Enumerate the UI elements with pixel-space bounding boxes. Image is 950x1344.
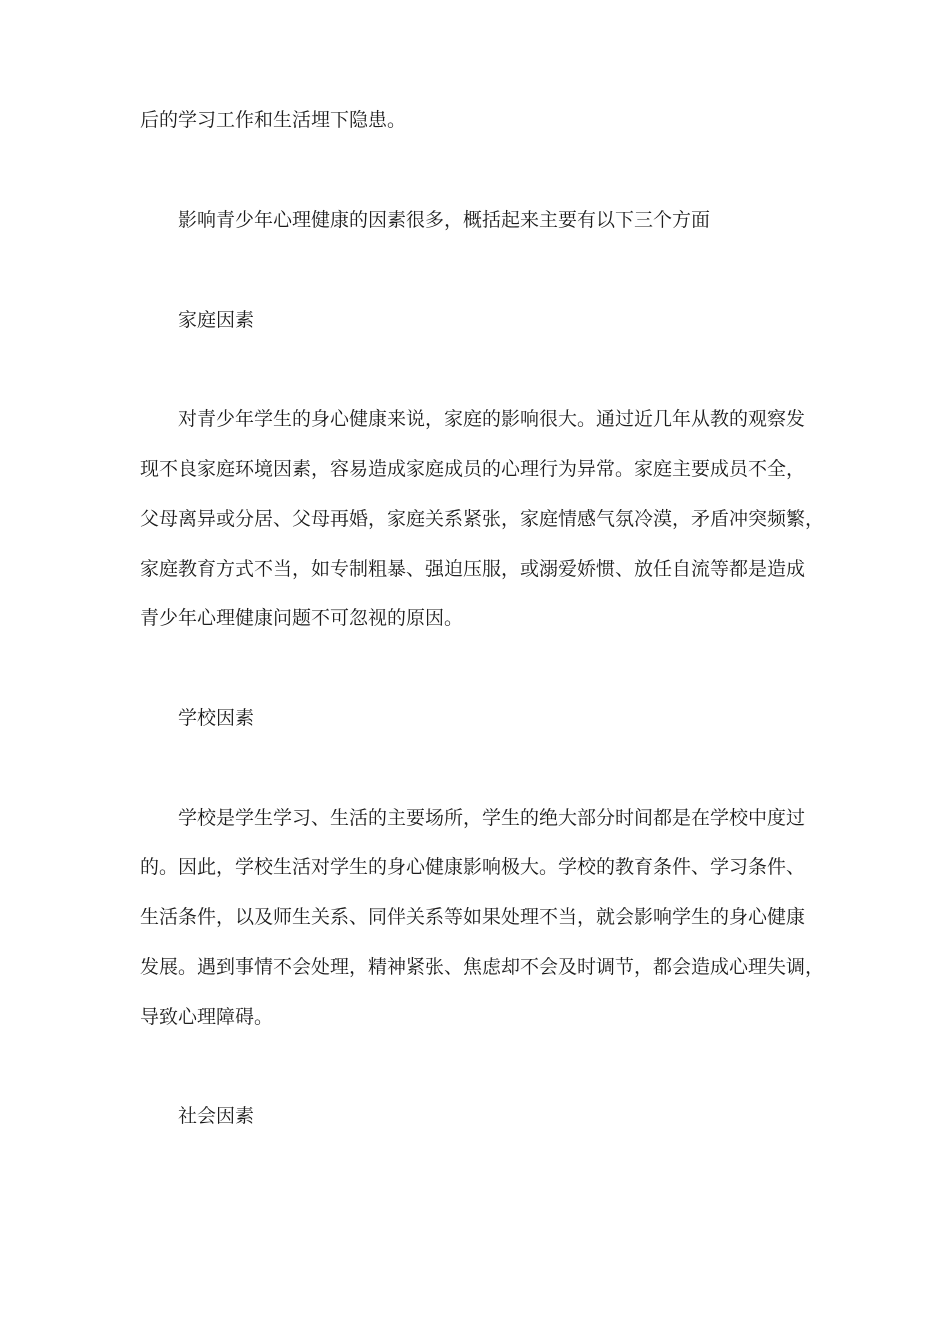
paragraph-line: 青少年心理健康问题不可忽视的原因。 — [140, 607, 464, 629]
paragraph-line: 后的学习工作和生活埋下隐患。 — [140, 109, 407, 131]
paragraph-line: 现不良家庭环境因素，容易造成家庭成员的心理行为异常。家庭主要成员不全， — [140, 458, 806, 480]
section-heading-society: 社会因素 — [178, 1105, 255, 1127]
paragraph-line: 对青少年学生的身心健康来说，家庭的影响很大。通过近几年从教的观察发 — [178, 408, 806, 430]
paragraph-line: 的。因此，学校生活对学生的身心健康影响极大。学校的教育条件、学习条件、 — [140, 856, 806, 878]
paragraph-line: 家庭教育方式不当，如专制粗暴、强迫压服，或溺爱娇惯、放任自流等都是造成 — [140, 558, 806, 580]
paragraph-line: 学校是学生学习、生活的主要场所，学生的绝大部分时间都是在学校中度过 — [178, 807, 806, 829]
paragraph-line: 发展。遇到事情不会处理，精神紧张、焦虑却不会及时调节，都会造成心理失调， — [140, 956, 825, 978]
paragraph-line: 影响青少年心理健康的因素很多，概括起来主要有以下三个方面 — [178, 209, 711, 231]
paragraph-line: 导致心理障碍。 — [140, 1006, 274, 1028]
section-heading-school: 学校因素 — [178, 707, 255, 729]
section-heading-family: 家庭因素 — [178, 309, 255, 331]
paragraph-line: 父母离异或分居、父母再婚，家庭关系紧张，家庭情感气氛冷漠，矛盾冲突频繁， — [140, 508, 825, 530]
paragraph-line: 生活条件，以及师生关系、同伴关系等如果处理不当，就会影响学生的身心健康 — [140, 906, 806, 928]
